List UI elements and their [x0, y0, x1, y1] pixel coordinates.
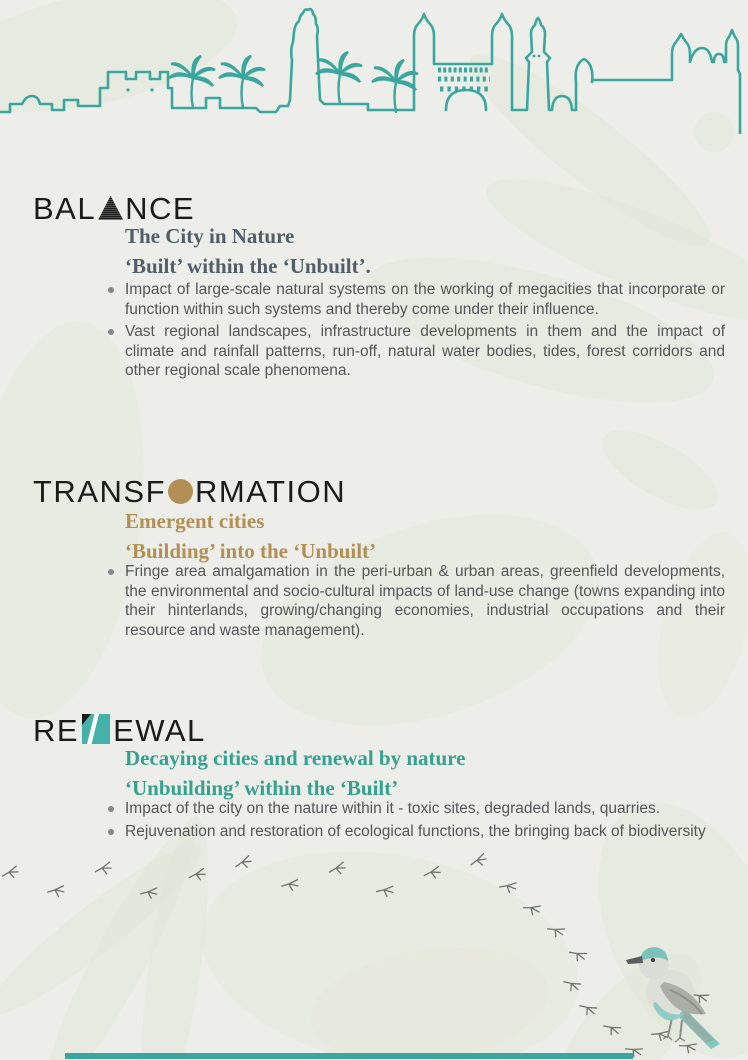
- bullet-dot-icon: [108, 287, 114, 293]
- balance-subtitle-1: The City in Nature: [125, 224, 295, 248]
- section-heading-renewal: [33, 714, 206, 746]
- heading-text: RE: [33, 712, 80, 748]
- section-heading-balance: [33, 190, 196, 226]
- teal-square-slash-icon: [82, 714, 110, 744]
- transformation-subtitles: [125, 506, 725, 566]
- list-item: [108, 799, 725, 819]
- bullet-text: Rejuvenation and restoration of ecological functions, the bringing back of biodiversity: [125, 822, 706, 840]
- section-heading-transformation: [33, 473, 347, 509]
- bullet-text: Impact of the city on the nature within it - toxic sites, degraded lands, quarries.: [125, 800, 661, 817]
- renewal-subtitles: [125, 743, 725, 803]
- list-item: [108, 562, 725, 640]
- gold-circle-icon: [168, 479, 193, 504]
- heading-text: TRANSF: [33, 473, 166, 509]
- heading-text: EWAL: [113, 712, 206, 748]
- heading-text: NCE: [125, 190, 196, 226]
- list-item: [108, 322, 725, 381]
- bullet-dot-icon: [108, 329, 114, 335]
- bullet-text: Vast regional landscapes, infrastructure developments in them and the impact of climate and rainfall patterns, run-off, natural water bodies, tides, forest corridors and other regional scale phenomena.: [125, 323, 725, 379]
- heading-text: RMATION: [195, 473, 347, 509]
- transformation-subtitle-1: Emergent cities: [125, 509, 265, 533]
- balance-subtitles: [125, 221, 725, 281]
- balance-bullet-list: [108, 280, 725, 384]
- list-item: [108, 822, 725, 842]
- renewal-subtitle-2: ‘Unbuilding’ within the ‘Built’: [125, 776, 399, 800]
- bullet-dot-icon: [108, 569, 114, 575]
- hatched-triangle-icon: [98, 196, 123, 220]
- renewal-bullet-list: [108, 799, 725, 844]
- renewal-subtitle-1: Decaying cities and renewal by nature: [125, 746, 466, 770]
- footer-accent-bar: [65, 1053, 633, 1059]
- bullet-dot-icon: [108, 829, 114, 835]
- transformation-subtitle-2: ‘Building’ into the ‘Unbuilt’: [125, 539, 377, 563]
- list-item: [108, 280, 725, 319]
- bullet-text: Impact of large-scale natural systems on the working of megacities that incorporate or function within such systems and thereby come under their influence.: [125, 281, 725, 318]
- balance-subtitle-2: ‘Built’ within the ‘Unbuilt’.: [125, 254, 371, 278]
- bird-illustration-icon: [626, 930, 748, 1060]
- bullet-dot-icon: [108, 806, 114, 812]
- transformation-bullet-list: [108, 562, 725, 643]
- bullet-text: Fringe area amalgamation in the peri-urban & urban areas, greenfield developments, the environmental and socio-cultural impacts of land-use change (towns expanding into their hinterlands, growing/changing economies, industrial occupations and their resource and waste management).: [125, 563, 725, 639]
- heading-text: BAL: [33, 190, 97, 226]
